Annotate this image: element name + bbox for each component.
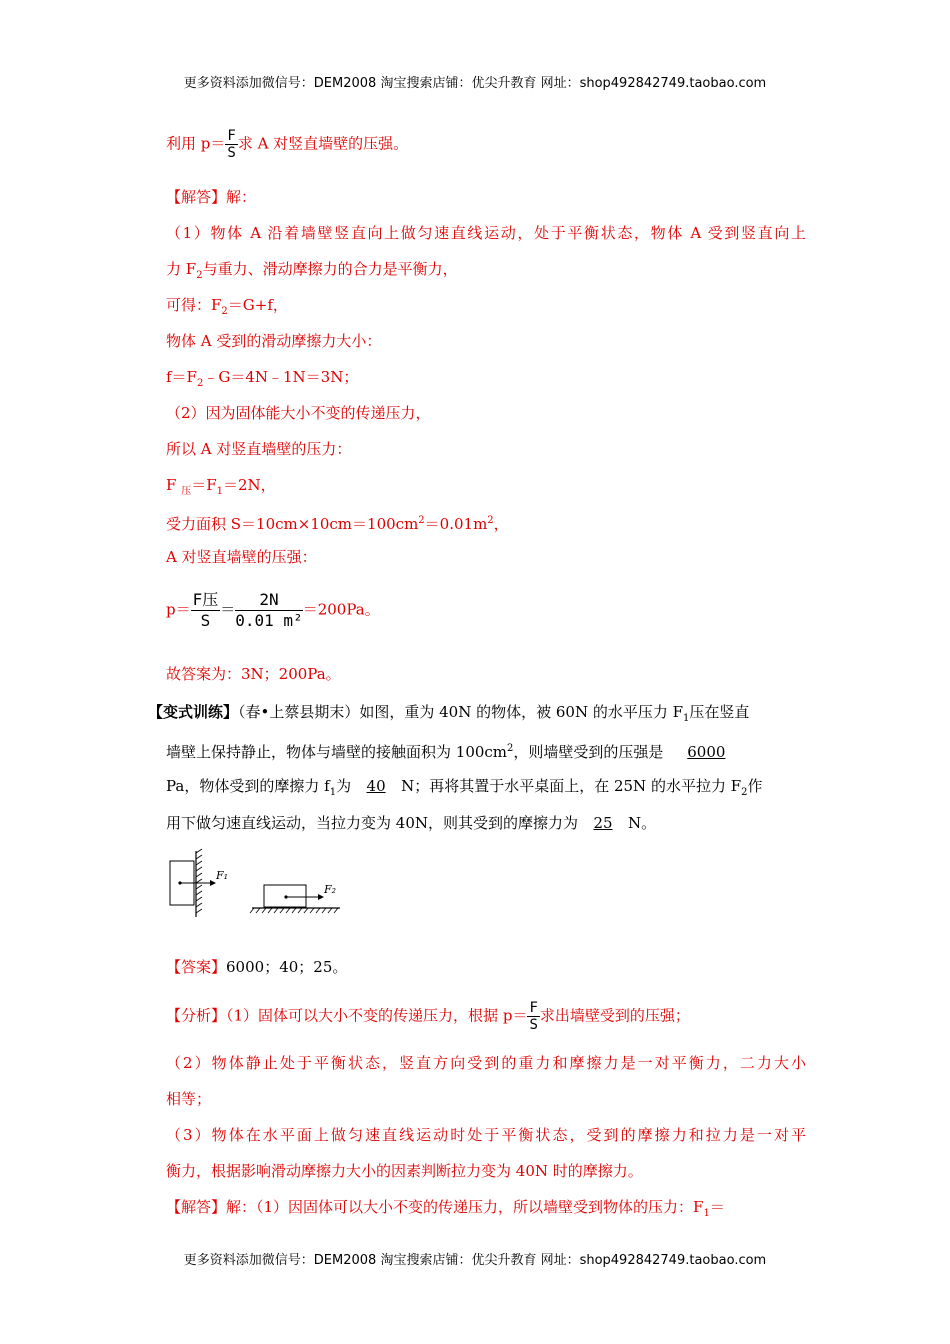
text: f＝F xyxy=(166,368,197,386)
analysis-fraction xyxy=(527,1000,539,1033)
subscript: 2 xyxy=(221,306,228,317)
analysis-line-3: 相等； xyxy=(166,1090,212,1108)
fraction-numerator: 2N xyxy=(235,590,302,611)
intro-fraction xyxy=(225,128,237,161)
text: N。 xyxy=(627,814,657,832)
wall-hatching xyxy=(196,849,202,913)
superscript: 2 xyxy=(487,515,494,526)
page-header: 更多资料添加微信号：DEM2008 淘宝搜索店铺：优尖升教育 网址：shop492842749.taobao.com xyxy=(183,76,767,91)
answer-blank-2: 40 xyxy=(366,777,386,795)
force-label-1: F₁ xyxy=(216,869,229,882)
text: ＝2N， xyxy=(222,476,276,494)
exercise-line-2 xyxy=(166,739,725,762)
text: ＝ xyxy=(709,1198,725,1216)
text: 解：（1）因固体可以大小不变的传递压力，所以墙壁受到物体的压力：F xyxy=(226,1198,704,1216)
solution-line-10: A 对竖直墙壁的压强： xyxy=(166,548,317,566)
exercise-line-3 xyxy=(166,776,763,803)
superscript: 2 xyxy=(418,515,425,526)
analysis-label: 【分析】 xyxy=(166,1006,227,1025)
text: N；再将其置于水平桌面上，在 25N 的水平拉力 F xyxy=(401,777,742,795)
text: ＝200Pa。 xyxy=(302,600,380,619)
force-label-2: F₂ xyxy=(324,883,337,896)
analysis-line-4: （3）物体在水平面上做匀速直线运动时处于平衡状态，受到的摩擦力和拉力是一对平 xyxy=(166,1126,806,1144)
fraction-denominator: 0.01 m² xyxy=(235,611,303,630)
intro-post: 求 A 对竖直墙壁的压强。 xyxy=(237,134,409,153)
answer-label: 【解答】解： xyxy=(166,188,257,206)
exercise-line-1 xyxy=(148,702,749,729)
text: ， xyxy=(493,515,509,533)
text: 压在竖直 xyxy=(689,703,750,721)
subscript: 1 xyxy=(329,787,337,798)
solution-line-9 xyxy=(166,511,509,534)
subscript: 2 xyxy=(196,270,203,281)
text: p＝ xyxy=(166,600,191,619)
solution-line-5 xyxy=(166,367,358,394)
solution-conclusion: 故答案为：3N；200Pa。 xyxy=(166,665,341,683)
text: Pa，物体受到的摩擦力 f xyxy=(166,777,330,795)
subscript: 1 xyxy=(703,1208,710,1219)
text: （1）固体可以大小不变的传递压力，根据 p＝ xyxy=(226,1006,528,1025)
pressure-formula xyxy=(166,590,380,631)
answer-blank-3: 25 xyxy=(593,814,613,832)
solution2-line-1 xyxy=(166,1197,725,1224)
exercise-label: 【变式训练】 xyxy=(148,703,239,721)
analysis-line-5: 衡力，根据影响滑动摩擦力大小的因素判断拉力变为 40N 时的摩擦力。 xyxy=(166,1162,643,1180)
intro-pre: 利用 p＝ xyxy=(166,134,226,153)
text: 用下做匀速直线运动，当拉力变为 40N，则其受到的摩擦力为 xyxy=(166,814,578,832)
text: ＝G+f， xyxy=(227,296,288,314)
text: ，则墙壁受到的压强是 xyxy=(513,743,664,761)
physics-figure xyxy=(160,845,350,920)
text: ＝F xyxy=(191,476,217,494)
text: 可得：F xyxy=(166,296,222,314)
fraction-value xyxy=(235,590,302,631)
text: 为 xyxy=(336,777,352,795)
solution-line-8 xyxy=(166,475,276,502)
solution-label: 【解答】 xyxy=(166,1198,227,1216)
text: 墙壁上保持静止，物体与墙壁的接触面积为 100cm xyxy=(166,743,508,761)
answer-text: 6000；40；25。 xyxy=(226,958,348,976)
text: 求出墙壁受到的压强； xyxy=(539,1006,690,1025)
answer-line xyxy=(166,957,347,977)
fraction-f-over-s xyxy=(191,590,221,631)
subscript: 1 xyxy=(683,713,690,724)
text: 受力面积 S＝10cm×10cm＝100cm xyxy=(166,515,419,533)
subscript: 压 xyxy=(181,486,192,497)
analysis-line-1 xyxy=(166,1000,690,1033)
solution-line-3 xyxy=(166,295,288,322)
exercise-line-4 xyxy=(166,813,656,833)
text: 与重力、滑动摩擦力的合力是平衡力， xyxy=(202,260,458,278)
solution-line-1: （1）物体 A 沿着墙壁竖直向上做匀速直线运动，处于平衡状态，物体 A 受到竖直向上 xyxy=(166,224,806,242)
text: 作 xyxy=(747,777,763,795)
text: （春•上蔡县期末）如图，重为 40N 的物体，被 60N 的水平压力 F xyxy=(238,703,684,721)
analysis-line-2: （2）物体静止处于平衡状态，竖直方向受到的重力和摩擦力是一对平衡力，二力大小 xyxy=(166,1054,806,1072)
solution-line-4: 物体 A 受到的滑动摩擦力大小： xyxy=(166,332,382,350)
text: F xyxy=(166,476,182,494)
superscript: 2 xyxy=(507,743,514,754)
subscript: 1 xyxy=(216,486,223,497)
solution-line-6: （2）因为固体能大小不变的传递压力， xyxy=(166,404,431,422)
floor-hatching xyxy=(250,908,338,913)
subscript: 2 xyxy=(196,378,204,389)
text: ＝0.01m xyxy=(424,515,488,533)
intro-line xyxy=(166,128,408,161)
solution-line-7: 所以 A 对竖直墙壁的压力： xyxy=(166,440,352,458)
fraction-numerator: F压 xyxy=(192,590,219,609)
fraction-denominator: S xyxy=(529,1017,538,1033)
page-footer: 更多资料添加微信号：DEM2008 淘宝搜索店铺：优尖升教育 网址：shop492842749.taobao.com xyxy=(183,1253,767,1268)
fraction-denominator: S xyxy=(200,611,211,630)
text: ﹣G＝4N﹣1N＝3N； xyxy=(203,368,359,386)
text: ＝ xyxy=(220,600,236,619)
subscript: 2 xyxy=(741,787,748,798)
fraction-numerator: F xyxy=(227,128,236,144)
fraction-denominator: S xyxy=(227,145,236,161)
solution-line-2 xyxy=(166,259,458,286)
fraction-numerator: F xyxy=(529,1000,538,1016)
text: 力 F xyxy=(166,260,197,278)
answer-label-2: 【答案】 xyxy=(166,958,227,976)
answer-blank-1: 6000 xyxy=(687,743,726,761)
